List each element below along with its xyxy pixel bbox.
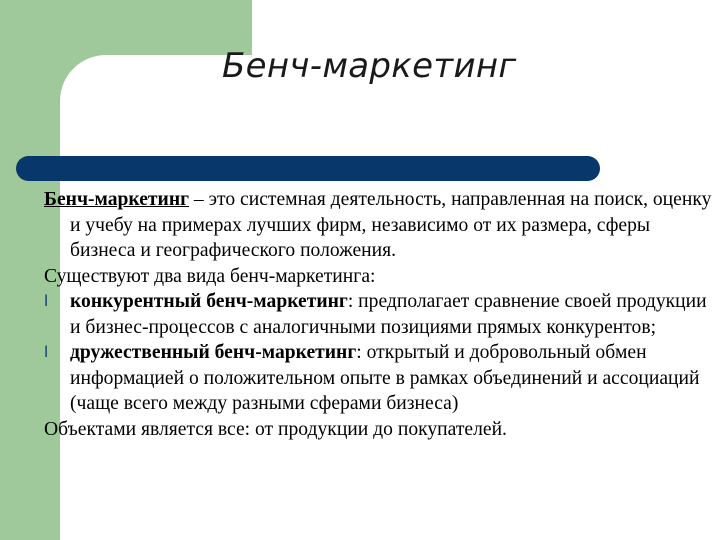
objects-paragraph: Объектами является все: от продукции до покупателей. bbox=[44, 418, 507, 440]
slide-title: Бенч-маркетинг bbox=[222, 46, 517, 86]
slide-body bbox=[44, 187, 716, 442]
title-divider-bar bbox=[16, 156, 600, 181]
definition-paragraph bbox=[44, 187, 716, 264]
bullet-marker-icon: l bbox=[44, 292, 49, 310]
bullet-text: : открытый и добровольный обмен информацией о положительном опыте в рамках объединений и ассоциаций (чаще всего между разными сферами бизнеса) bbox=[70, 342, 700, 414]
types-intro: Существуют два вида бенч-маркетинга: bbox=[44, 265, 376, 287]
definition-term: Бенч-маркетинг bbox=[44, 189, 190, 210]
bullet-term: дружественный бенч-маркетинг bbox=[70, 342, 357, 363]
bullet-term: конкурентный бенч-маркетинг bbox=[70, 291, 348, 312]
definition-text: – это системная деятельность, направленная на поиск, оценку и учебу на примерах лучших фирм, независимо от их размера, сферы бизнеса и географического положения. bbox=[70, 189, 712, 261]
bullet-text: : предполагает сравнение своей продукции и бизнес-процессов с аналогичными позициями прямых конкурентов; bbox=[70, 291, 707, 338]
bullet-item-friendly bbox=[44, 340, 716, 417]
bullet-marker-icon: l bbox=[44, 343, 49, 361]
bullet-item-competitive bbox=[44, 289, 716, 340]
